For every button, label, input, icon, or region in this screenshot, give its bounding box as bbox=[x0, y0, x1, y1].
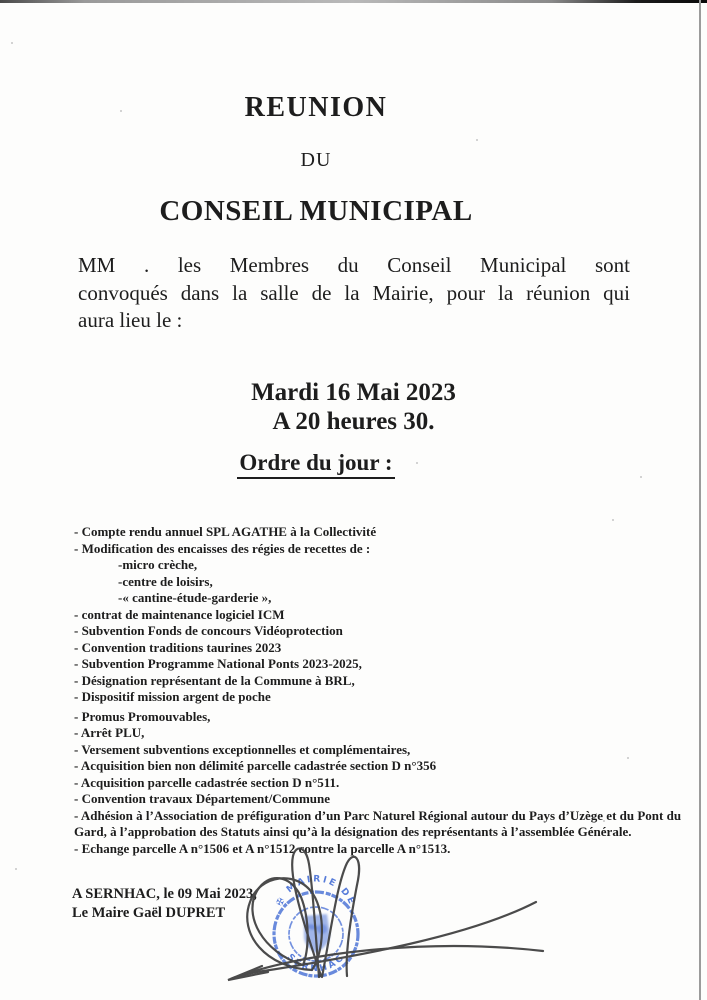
signatory: Le Maire Gaël DUPRET bbox=[72, 905, 226, 921]
stamp-and-signature bbox=[200, 830, 570, 1000]
agenda-item: - Subvention Programme National Ponts 2023-2025, bbox=[74, 656, 362, 671]
scan-speck bbox=[15, 868, 17, 870]
agenda-item: - Convention traditions taurines 2023 bbox=[74, 639, 282, 655]
scan-speck bbox=[640, 476, 642, 478]
intro-line-2: convoqués dans la salle de la Mairie, pour la réunion qui bbox=[78, 280, 630, 305]
agenda-subitem: -centre de loisirs, bbox=[118, 573, 213, 589]
agenda-heading-text: Ordre du jour : bbox=[237, 450, 394, 479]
scan-speck bbox=[11, 42, 13, 44]
scan-speck bbox=[612, 519, 614, 521]
meeting-time: A 20 heures 30. bbox=[272, 408, 435, 435]
agenda-list bbox=[74, 524, 694, 857]
document-header bbox=[0, 92, 632, 227]
agenda-item: - Subvention Fonds de concours Vidéoprotection bbox=[74, 623, 343, 638]
scan-right-edge-artifact bbox=[699, 0, 701, 1000]
intro-line-1: MM . les Membres du Conseil Municipal sont bbox=[78, 253, 630, 277]
agenda-item: - Versement subventions exceptionnelles et complémentaires, bbox=[74, 741, 411, 757]
title-du: DU bbox=[300, 149, 332, 171]
agenda-subitem: -micro crèche, bbox=[118, 557, 198, 572]
scan-top-edge-artifact bbox=[0, 0, 707, 3]
agenda-item: - contrat de maintenance logiciel ICM bbox=[74, 606, 285, 622]
agenda-item: - Adhésion à l’Association de préfiguration d’un Parc Naturel Régional autour du Pays d’Uzège et du Pont du Gard, à l’approbation des Statuts ainsi qu’à la désignation des représentants à l’assemblée Générale. bbox=[74, 807, 682, 839]
agenda-item: - Désignation représentant de la Commune à BRL, bbox=[74, 672, 355, 688]
meeting-datetime bbox=[0, 378, 707, 436]
mayor-signature-icon bbox=[228, 848, 543, 980]
title-conseil-municipal: CONSEIL MUNICIPAL bbox=[159, 195, 473, 227]
agenda-item: - Echange parcelle A n°1506 et A n°1512 contre la parcelle A n°1513. bbox=[74, 840, 451, 856]
agenda-item: - Compte rendu annuel SPL AGATHE à la Collectivité bbox=[74, 524, 377, 539]
agenda-item: - Acquisition parcelle cadastrée section D n°511. bbox=[74, 774, 340, 790]
meeting-date: Mardi 16 Mai 2023 bbox=[251, 379, 456, 406]
stamp-ring-top-text: ✠ MAIRIE DE bbox=[275, 874, 357, 908]
intro-line-3: aura lieu le : bbox=[78, 308, 183, 332]
agenda-heading bbox=[0, 450, 632, 476]
agenda-item: - Modification des encaisses des régies de recettes de : bbox=[74, 540, 371, 556]
agenda-item: - Convention travaux Département/Commune bbox=[74, 791, 331, 806]
stamp-ring-bottom-text: SERNHAC bbox=[284, 952, 348, 975]
convocation-paragraph bbox=[78, 252, 630, 335]
agenda-item: - Acquisition bien non délimité parcelle cadastrée section D n°356 bbox=[74, 758, 437, 773]
place-date: A SERNHAC, le 09 Mai 2023, bbox=[72, 886, 257, 902]
agenda-item: - Promus Promouvables, bbox=[74, 708, 211, 724]
agenda-subitem: -« cantine-étude-garderie », bbox=[118, 590, 272, 605]
agenda-item: - Arrêt PLU, bbox=[74, 725, 145, 740]
title-reunion: REUNION bbox=[244, 92, 388, 123]
agenda-item: - Dispositif mission argent de poche bbox=[74, 689, 271, 704]
